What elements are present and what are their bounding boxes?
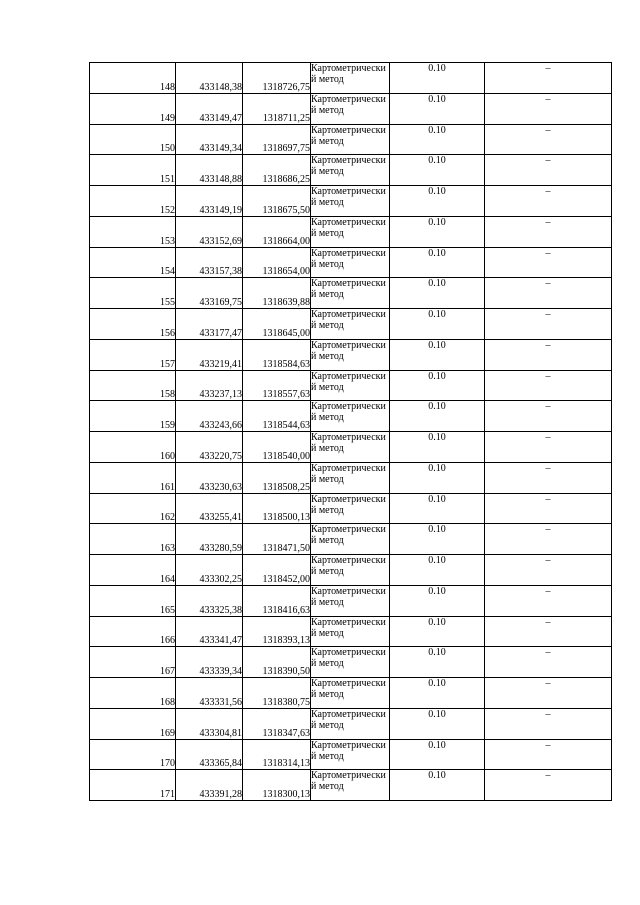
- x-coordinate-cell: 433219,41: [176, 339, 243, 370]
- point-number-cell: 157: [90, 339, 176, 370]
- table-row: [90, 309, 612, 340]
- description-cell: –: [485, 585, 612, 616]
- method-cell: Картометрический метод: [311, 370, 390, 401]
- method-cell: Картометрический метод: [311, 524, 390, 555]
- point-number-cell: 152: [90, 186, 176, 217]
- y-coordinate-cell: 1318380,75: [243, 678, 311, 709]
- description-cell: –: [485, 309, 612, 340]
- point-number-cell: 151: [90, 155, 176, 186]
- point-number-cell: 149: [90, 93, 176, 124]
- description-cell: –: [485, 739, 612, 770]
- accuracy-cell: 0.10: [390, 370, 485, 401]
- accuracy-cell: 0.10: [390, 216, 485, 247]
- y-coordinate-cell: 1318639,88: [243, 278, 311, 309]
- table-row: [90, 278, 612, 309]
- accuracy-cell: 0.10: [390, 678, 485, 709]
- description-cell: –: [485, 370, 612, 401]
- x-coordinate-cell: 433339,34: [176, 647, 243, 678]
- accuracy-cell: 0.10: [390, 93, 485, 124]
- description-cell: –: [485, 432, 612, 463]
- table-row: [90, 93, 612, 124]
- method-cell: Картометрический метод: [311, 309, 390, 340]
- x-coordinate-cell: 433149,19: [176, 186, 243, 217]
- y-coordinate-cell: 1318645,00: [243, 309, 311, 340]
- y-coordinate-cell: 1318686,25: [243, 155, 311, 186]
- point-number-cell: 161: [90, 462, 176, 493]
- table-row: [90, 585, 612, 616]
- table-row: [90, 339, 612, 370]
- y-coordinate-cell: 1318654,00: [243, 247, 311, 278]
- method-cell: Картометрический метод: [311, 678, 390, 709]
- method-cell: Картометрический метод: [311, 432, 390, 463]
- method-cell: Картометрический метод: [311, 186, 390, 217]
- x-coordinate-cell: 433325,38: [176, 585, 243, 616]
- table-row: [90, 524, 612, 555]
- description-cell: –: [485, 339, 612, 370]
- accuracy-cell: 0.10: [390, 585, 485, 616]
- table-row: [90, 647, 612, 678]
- table-row: [90, 63, 612, 94]
- x-coordinate-cell: 433302,25: [176, 555, 243, 586]
- accuracy-cell: 0.10: [390, 616, 485, 647]
- table-row: [90, 124, 612, 155]
- x-coordinate-cell: 433341,47: [176, 616, 243, 647]
- description-cell: –: [485, 708, 612, 739]
- description-cell: –: [485, 401, 612, 432]
- y-coordinate-cell: 1318584,63: [243, 339, 311, 370]
- accuracy-cell: 0.10: [390, 401, 485, 432]
- description-cell: –: [485, 678, 612, 709]
- table-row: [90, 678, 612, 709]
- x-coordinate-cell: 433149,34: [176, 124, 243, 155]
- method-cell: Картометрический метод: [311, 124, 390, 155]
- x-coordinate-cell: 433304,81: [176, 708, 243, 739]
- accuracy-cell: 0.10: [390, 555, 485, 586]
- description-cell: –: [485, 216, 612, 247]
- description-cell: –: [485, 186, 612, 217]
- x-coordinate-cell: 433148,38: [176, 63, 243, 94]
- table-row: [90, 739, 612, 770]
- point-number-cell: 160: [90, 432, 176, 463]
- table-row: [90, 247, 612, 278]
- y-coordinate-cell: 1318711,25: [243, 93, 311, 124]
- description-cell: –: [485, 524, 612, 555]
- y-coordinate-cell: 1318726,75: [243, 63, 311, 94]
- point-number-cell: 162: [90, 493, 176, 524]
- point-number-cell: 154: [90, 247, 176, 278]
- table-row: [90, 616, 612, 647]
- table-row: [90, 401, 612, 432]
- method-cell: Картометрический метод: [311, 616, 390, 647]
- method-cell: Картометрический метод: [311, 93, 390, 124]
- x-coordinate-cell: 433157,38: [176, 247, 243, 278]
- accuracy-cell: 0.10: [390, 247, 485, 278]
- method-cell: Картометрический метод: [311, 247, 390, 278]
- method-cell: Картометрический метод: [311, 739, 390, 770]
- accuracy-cell: 0.10: [390, 524, 485, 555]
- method-cell: Картометрический метод: [311, 155, 390, 186]
- method-cell: Картометрический метод: [311, 462, 390, 493]
- x-coordinate-cell: 433149,47: [176, 93, 243, 124]
- point-number-cell: 170: [90, 739, 176, 770]
- y-coordinate-cell: 1318300,13: [243, 770, 311, 801]
- y-coordinate-cell: 1318390,50: [243, 647, 311, 678]
- description-cell: –: [485, 616, 612, 647]
- coordinates-table-body: [90, 63, 612, 801]
- x-coordinate-cell: 433255,41: [176, 493, 243, 524]
- method-cell: Картометрический метод: [311, 216, 390, 247]
- point-number-cell: 155: [90, 278, 176, 309]
- x-coordinate-cell: 433220,75: [176, 432, 243, 463]
- coordinates-table: [89, 62, 612, 801]
- point-number-cell: 169: [90, 708, 176, 739]
- y-coordinate-cell: 1318540,00: [243, 432, 311, 463]
- description-cell: –: [485, 647, 612, 678]
- x-coordinate-cell: 433169,75: [176, 278, 243, 309]
- accuracy-cell: 0.10: [390, 432, 485, 463]
- description-cell: –: [485, 124, 612, 155]
- table-row: [90, 432, 612, 463]
- y-coordinate-cell: 1318452,00: [243, 555, 311, 586]
- method-cell: Картометрический метод: [311, 770, 390, 801]
- x-coordinate-cell: 433152,69: [176, 216, 243, 247]
- table-row: [90, 216, 612, 247]
- accuracy-cell: 0.10: [390, 493, 485, 524]
- table-row: [90, 462, 612, 493]
- y-coordinate-cell: 1318697,75: [243, 124, 311, 155]
- method-cell: Картометрический метод: [311, 63, 390, 94]
- table-row: [90, 770, 612, 801]
- accuracy-cell: 0.10: [390, 278, 485, 309]
- description-cell: –: [485, 155, 612, 186]
- method-cell: Картометрический метод: [311, 493, 390, 524]
- point-number-cell: 165: [90, 585, 176, 616]
- x-coordinate-cell: 433237,13: [176, 370, 243, 401]
- accuracy-cell: 0.10: [390, 770, 485, 801]
- accuracy-cell: 0.10: [390, 647, 485, 678]
- y-coordinate-cell: 1318675,50: [243, 186, 311, 217]
- method-cell: Картометрический метод: [311, 647, 390, 678]
- x-coordinate-cell: 433365,84: [176, 739, 243, 770]
- accuracy-cell: 0.10: [390, 63, 485, 94]
- point-number-cell: 158: [90, 370, 176, 401]
- method-cell: Картометрический метод: [311, 339, 390, 370]
- table-row: [90, 555, 612, 586]
- table-row: [90, 493, 612, 524]
- method-cell: Картометрический метод: [311, 708, 390, 739]
- table-row: [90, 155, 612, 186]
- y-coordinate-cell: 1318416,63: [243, 585, 311, 616]
- accuracy-cell: 0.10: [390, 708, 485, 739]
- description-cell: –: [485, 63, 612, 94]
- y-coordinate-cell: 1318347,63: [243, 708, 311, 739]
- accuracy-cell: 0.10: [390, 739, 485, 770]
- description-cell: –: [485, 247, 612, 278]
- x-coordinate-cell: 433230,63: [176, 462, 243, 493]
- point-number-cell: 159: [90, 401, 176, 432]
- point-number-cell: 167: [90, 647, 176, 678]
- description-cell: –: [485, 278, 612, 309]
- description-cell: –: [485, 462, 612, 493]
- x-coordinate-cell: 433177,47: [176, 309, 243, 340]
- method-cell: Картометрический метод: [311, 555, 390, 586]
- point-number-cell: 164: [90, 555, 176, 586]
- x-coordinate-cell: 433243,66: [176, 401, 243, 432]
- table-row: [90, 186, 612, 217]
- point-number-cell: 150: [90, 124, 176, 155]
- y-coordinate-cell: 1318508,25: [243, 462, 311, 493]
- accuracy-cell: 0.10: [390, 462, 485, 493]
- description-cell: –: [485, 555, 612, 586]
- accuracy-cell: 0.10: [390, 124, 485, 155]
- x-coordinate-cell: 433148,88: [176, 155, 243, 186]
- description-cell: –: [485, 770, 612, 801]
- point-number-cell: 168: [90, 678, 176, 709]
- y-coordinate-cell: 1318471,50: [243, 524, 311, 555]
- y-coordinate-cell: 1318557,63: [243, 370, 311, 401]
- point-number-cell: 156: [90, 309, 176, 340]
- accuracy-cell: 0.10: [390, 309, 485, 340]
- point-number-cell: 166: [90, 616, 176, 647]
- point-number-cell: 148: [90, 63, 176, 94]
- x-coordinate-cell: 433280,59: [176, 524, 243, 555]
- y-coordinate-cell: 1318544,63: [243, 401, 311, 432]
- x-coordinate-cell: 433331,56: [176, 678, 243, 709]
- accuracy-cell: 0.10: [390, 339, 485, 370]
- point-number-cell: 171: [90, 770, 176, 801]
- y-coordinate-cell: 1318314,13: [243, 739, 311, 770]
- method-cell: Картометрический метод: [311, 585, 390, 616]
- point-number-cell: 153: [90, 216, 176, 247]
- x-coordinate-cell: 433391,28: [176, 770, 243, 801]
- method-cell: Картометрический метод: [311, 401, 390, 432]
- accuracy-cell: 0.10: [390, 155, 485, 186]
- description-cell: –: [485, 93, 612, 124]
- accuracy-cell: 0.10: [390, 186, 485, 217]
- method-cell: Картометрический метод: [311, 278, 390, 309]
- y-coordinate-cell: 1318500,13: [243, 493, 311, 524]
- table-row: [90, 708, 612, 739]
- table-row: [90, 370, 612, 401]
- description-cell: –: [485, 493, 612, 524]
- point-number-cell: 163: [90, 524, 176, 555]
- y-coordinate-cell: 1318664,00: [243, 216, 311, 247]
- y-coordinate-cell: 1318393,13: [243, 616, 311, 647]
